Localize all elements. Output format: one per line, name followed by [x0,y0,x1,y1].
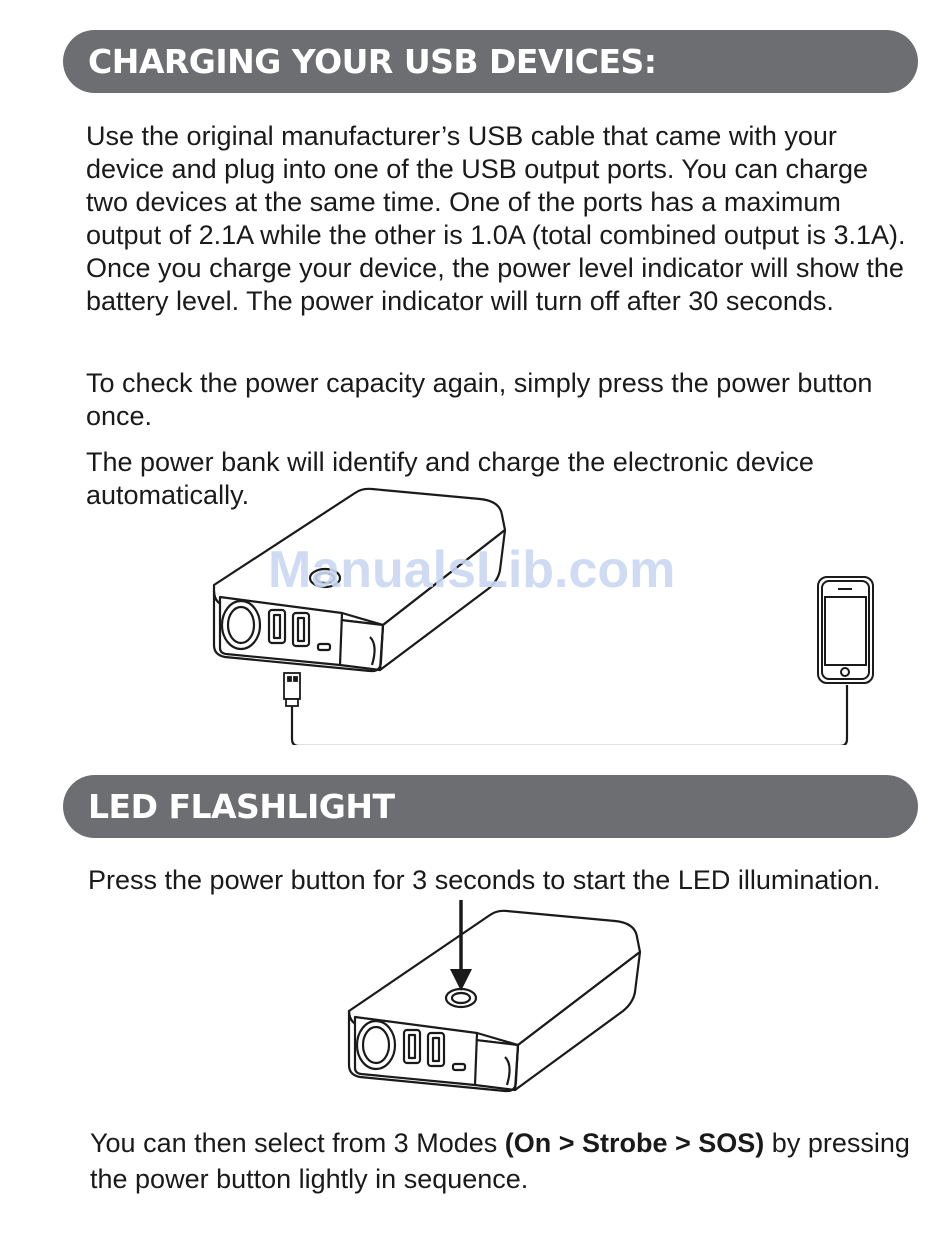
paragraph-usb-cable: Use the original manufacturer’s USB cable that came with your device and plug into one of the USB output ports. You can charge two devices at the same time. One of the ports has a maximum output of 2.1A while the other is 1.0A (total combined output is 3.1A). Once you charge your device, the power level indicator will show the battery level. The power indicator will turn off after 30 seconds. [86,121,906,316]
section-header-led-flashlight: LED FLASHLIGHT [63,775,918,838]
paragraph-press-power: Press the power button for 3 seconds to start the LED illumination. [88,865,881,895]
modes-text-after: by pressing the power button lightly in sequence. [90,1128,910,1194]
power-bank-icon [349,911,640,1091]
watermark: ManualsLib.com [268,541,676,599]
section-header-charging: CHARGING YOUR USB DEVICES: [63,30,918,93]
paragraph-check-capacity: To check the power capacity again, simply press the power button once. [86,368,873,431]
modes-text-before: You can then select from 3 Modes [90,1128,505,1158]
paragraph-modes [90,1125,920,1197]
charging-illustration [0,485,950,745]
usb-plug-icon [284,673,300,706]
usb-cable [292,685,847,745]
paragraph-auto-identify: The power bank will identify and charge the electronic device automatically. [86,447,814,510]
smartphone-icon [818,577,873,683]
flashlight-illustration [0,895,950,1120]
modes-text-bold: (On > Strobe > SOS) [504,1128,765,1158]
